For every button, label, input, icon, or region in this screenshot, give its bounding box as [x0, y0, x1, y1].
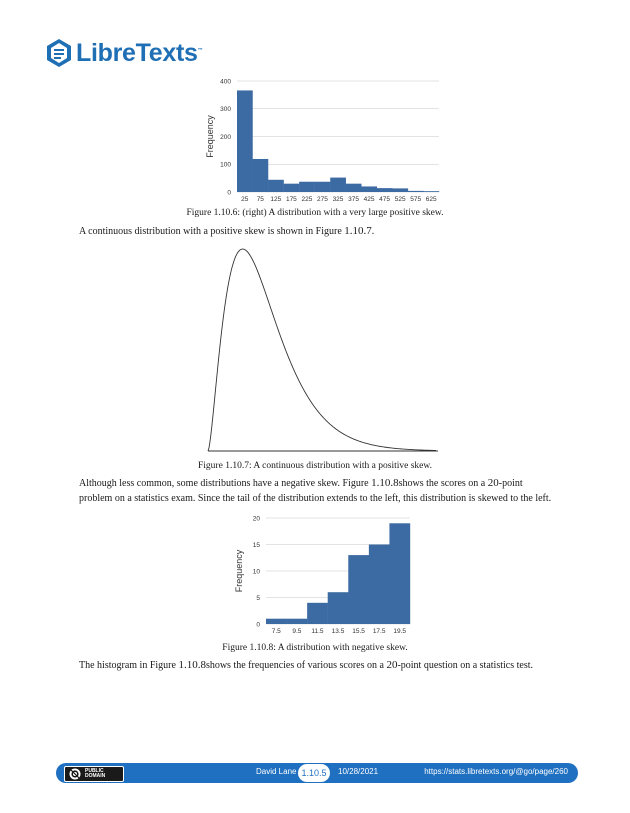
- fig1-ylabel: Frequency: [205, 115, 215, 158]
- fig1-ytick-label-4: 400: [220, 78, 231, 86]
- fig1-bar-0: [237, 90, 253, 192]
- libretexts-logo-icon: [46, 38, 72, 68]
- fig3-xtick-label-5: 17.5: [372, 628, 386, 635]
- footer-date: 10/28/2021: [338, 767, 379, 776]
- fig1-bar-12: [423, 191, 439, 192]
- fig3-bar-0: [266, 619, 287, 624]
- fig1-xtick-label-8: 425: [363, 196, 375, 203]
- fig1-bar-8: [361, 186, 377, 192]
- fig1-xtick-label-0: 25: [241, 196, 249, 203]
- footer-url[interactable]: https://stats.libretexts.org/@go/page/260: [424, 767, 568, 776]
- fig1-ytick-label-2: 200: [220, 133, 231, 141]
- fig3-bar-1: [287, 619, 308, 624]
- fig3-bar-5: [369, 545, 390, 625]
- footer-author: David Lane: [256, 767, 297, 776]
- fig1-bar-7: [346, 184, 362, 192]
- fig1-bar-2: [268, 180, 284, 192]
- fig3-bar-4: [348, 555, 369, 624]
- fig1-bar-4: [299, 182, 315, 192]
- fig1-xtick-label-2: 125: [270, 196, 282, 203]
- histogram-positive-skew: [195, 74, 455, 208]
- fig1-bar-5: [315, 182, 331, 192]
- fig3-xtick-label-4: 15.5: [352, 628, 365, 635]
- paragraph-3: The histogram in Figure 1.10.8shows the frequencies of various scores on a 20-point question on a statistics test.: [79, 659, 533, 671]
- fig1-bar-3: [284, 184, 300, 192]
- fig1-ytick-label-0: 0: [227, 189, 231, 197]
- paragraph-1: A continuous distribution with a positive skew is shown in Figure 1.10.7.: [79, 225, 375, 237]
- fig1-ytick-label-3: 300: [220, 106, 231, 114]
- fig3-xtick-label-0: 7.5: [271, 628, 281, 635]
- fig3-ytick-label-3: 15: [252, 541, 260, 549]
- fig1-xtick-label-5: 275: [317, 196, 328, 203]
- fig1-xtick-label-9: 475: [379, 196, 391, 203]
- fig1-xtick-label-11: 575: [410, 196, 422, 203]
- figure-caption-3: Figure 1.10.8: A distribution with negative skew.: [222, 643, 408, 653]
- fig1-bar-9: [377, 188, 393, 192]
- fig3-xtick-label-1: 9.5: [292, 628, 302, 635]
- fig1-xtick-label-1: 75: [256, 196, 264, 203]
- fig3-xtick-label-6: 19.5: [393, 628, 407, 635]
- fig1-bar-10: [392, 188, 408, 192]
- page-footer: [56, 763, 578, 783]
- license-text: PUBLIC DOMAIN: [85, 767, 106, 779]
- fig1-xtick-label-4: 225: [301, 196, 313, 203]
- figure-caption-1: Figure 1.10.6: (right) A distribution with a very large positive skew.: [186, 208, 444, 218]
- libretexts-logo[interactable]: [46, 38, 202, 68]
- fig3-ylabel: Frequency: [234, 549, 244, 593]
- page-number: 1.10.5: [298, 764, 330, 782]
- fig1-xtick-label-3: 175: [285, 196, 297, 203]
- logo-text: LibreTexts™: [76, 38, 203, 67]
- fig3-ytick-label-4: 20: [252, 515, 260, 523]
- fig3-ytick-label-2: 10: [252, 568, 260, 576]
- fig3-xtick-label-3: 13.5: [331, 628, 345, 635]
- fig1-bar-6: [330, 178, 346, 192]
- fig3-ytick-label-0: 0: [256, 621, 260, 629]
- fig1-xtick-label-7: 375: [348, 196, 359, 203]
- fig1-xtick-label-12: 625: [425, 196, 437, 203]
- fig1-bar-1: [253, 159, 269, 192]
- fig3-bar-2: [307, 603, 328, 624]
- public-domain-badge[interactable]: [64, 766, 124, 782]
- histogram-negative-skew: [230, 510, 430, 640]
- fig1-xtick-label-6: 325: [332, 196, 344, 203]
- paragraph-2: Although less common, some distributions have a negative skew. Figure 1.10.8shows the scores on a 20-point problem on a statistics exam. Since the tail of the distribution extends to the left, this distribution is skewed to the left.: [79, 477, 552, 504]
- fig1-bar-11: [408, 191, 424, 192]
- fig3-ytick-label-1: 5: [256, 594, 260, 602]
- fig1-ytick-label-1: 100: [220, 161, 231, 169]
- fig3-bar-3: [328, 592, 349, 624]
- public-domain-icon: [68, 767, 82, 781]
- positive-skew-curve: [205, 244, 441, 456]
- fig3-xtick-label-2: 11.5: [311, 628, 324, 635]
- fig3-bar-6: [389, 523, 410, 624]
- density-curve: [208, 249, 436, 451]
- fig1-xtick-label-10: 525: [394, 196, 406, 203]
- figure-caption-2: Figure 1.10.7: A continuous distribution with a positive skew.: [198, 461, 432, 471]
